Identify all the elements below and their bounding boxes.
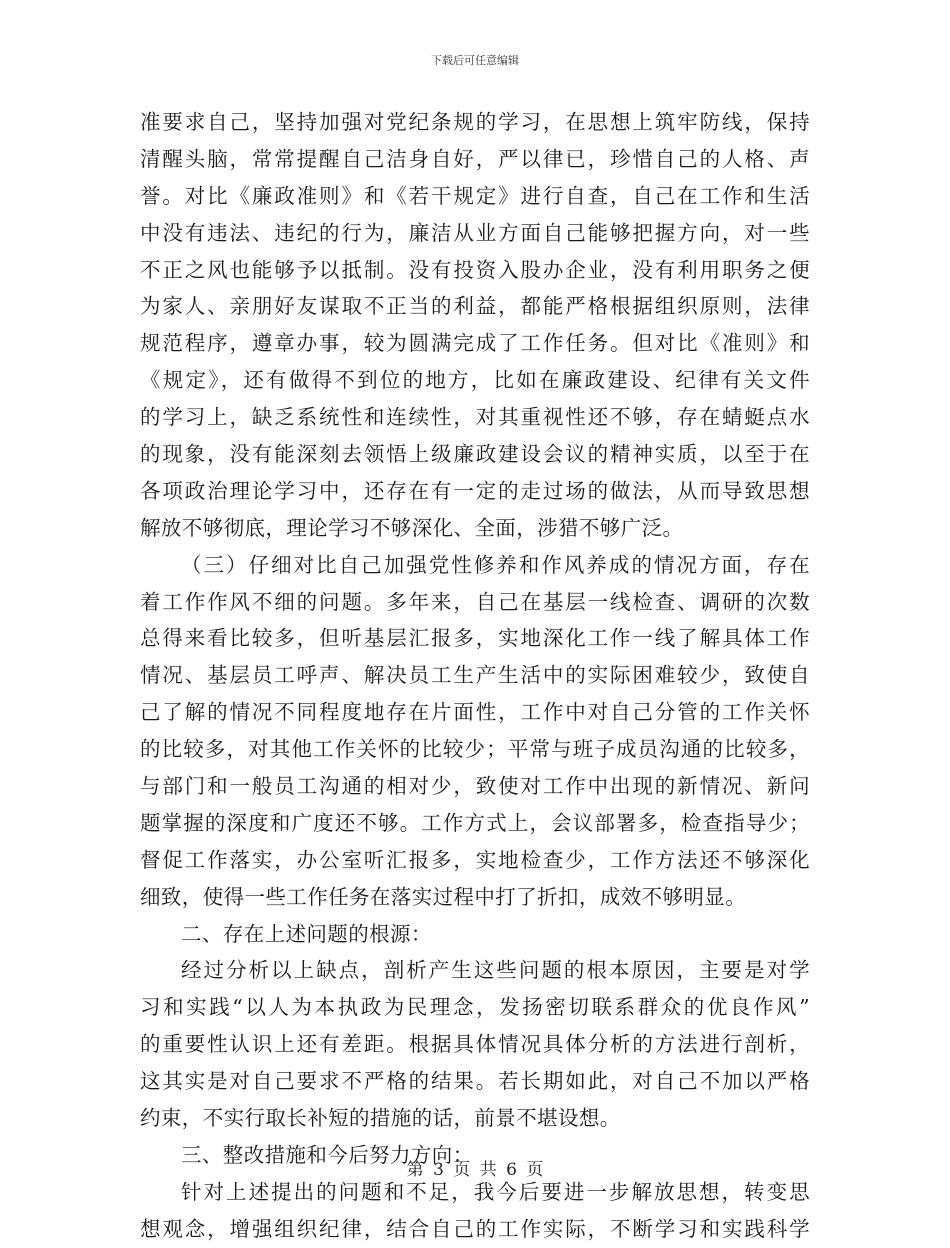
text-line: 总得来看比较多，但听基层汇报多，实地深化工作一线了解具体工作	[140, 626, 810, 651]
text-line: 题掌握的深度和广度还不够。工作方式上，会议部署多，检查指导少；	[140, 810, 810, 835]
text-line: 解放不够彻底，理论学习不够深化、全面，涉猎不够广泛。	[140, 515, 684, 540]
text-line: 《规定》，还有做得不到位的地方，比如在廉政建设、纪律有关文件	[140, 368, 810, 393]
text-line: 的现象，没有能深刻去领悟上级廉政建设会议的精神实质，以至于在	[140, 442, 810, 467]
text-line: 情况、基层员工呼声、解决员工生产生活中的实际困难较少，致使自	[140, 663, 810, 688]
text-line: 的学习上，缺乏系统性和连续性，对其重视性还不够，存在蜻蜓点水	[140, 405, 810, 430]
text-line: （三）仔细对比自己加强党性修养和作风养成的情况方面，存在	[181, 552, 810, 577]
page-header: 下载后可任意编辑	[431, 54, 519, 67]
text-line: 针对上述提出的问题和不足，我今后要进一步解放思想，转变思	[181, 1179, 810, 1204]
text-line: 习和实践“以人为本执政为民理念，发扬密切联系群众的优良作风”	[140, 995, 810, 1020]
text-line: 己了解的情况不同程度地存在片面性，工作中对自己分管的工作关怀	[140, 700, 810, 725]
text-line: 准要求自己，坚持加强对党纪条规的学习，在思想上筑牢防线，保持	[140, 110, 810, 134]
text-line: 着工作作风不细的问题。多年来，自己在基层一线检查、调研的次数	[140, 589, 810, 614]
text-line: 督促工作落实，办公室听汇报多，实地检查少，工作方法还不够深化	[140, 847, 810, 872]
page-footer: 第 3 页 共 6 页	[406, 1160, 544, 1180]
text-line: 细致，使得一些工作任务在落实过程中打了折扣，成效不够明显。	[140, 884, 747, 909]
text-line: 的重要性认识上还有差距。根据具体情况具体分析的方法进行剖析，	[140, 1032, 810, 1057]
text-line: 与部门和一般员工沟通的相对少，致使对工作中出现的新情况、新问	[140, 774, 810, 799]
document-body	[140, 104, 810, 1248]
text-line: 誉。对比《廉政准则》和《若干规定》进行自查，自己在工作和生活	[140, 183, 810, 208]
text-line: 规范程序，遵章办事，较为圆满完成了工作任务。但对比《准则》和	[140, 331, 810, 356]
text-line: 这其实是对自己要求不严格的结果。若长期如此，对自己不加以严格	[140, 1069, 810, 1094]
text-line: 为家人、亲朋好友谋取不正当的利益，都能严格根据组织原则，法律	[140, 294, 810, 319]
text-line: 想观念，增强组织纪律，结合自己的工作实际，不断学习和实践科学	[140, 1216, 810, 1241]
text-line: 各项政治理论学习中，还存在有一定的走过场的做法，从而导致思想	[140, 478, 810, 503]
section-heading: 二、存在上述问题的根源：	[181, 921, 432, 946]
text-line: 的比较多，对其他工作关怀的比较少；平常与班子成员沟通的比较多，	[140, 737, 810, 762]
text-line: 中没有违法、违纪的行为，廉洁从业方面自己能够把握方向，对一些	[140, 220, 810, 245]
section-heading: 三、整改措施和今后努力方向：	[181, 1142, 474, 1167]
text-line: 经过分析以上缺点，剖析产生这些问题的根本原因，主要是对学	[181, 958, 810, 983]
text-line: 清醒头脑，常常提醒自己洁身自好，严以律已，珍惜自己的人格、声	[140, 146, 810, 171]
text-line: 约束，不实行取长补短的措施的话，前景不堪设想。	[140, 1106, 621, 1131]
text-line: 不正之风也能够予以抵制。没有投资入股办企业，没有利用职务之便	[140, 257, 810, 282]
